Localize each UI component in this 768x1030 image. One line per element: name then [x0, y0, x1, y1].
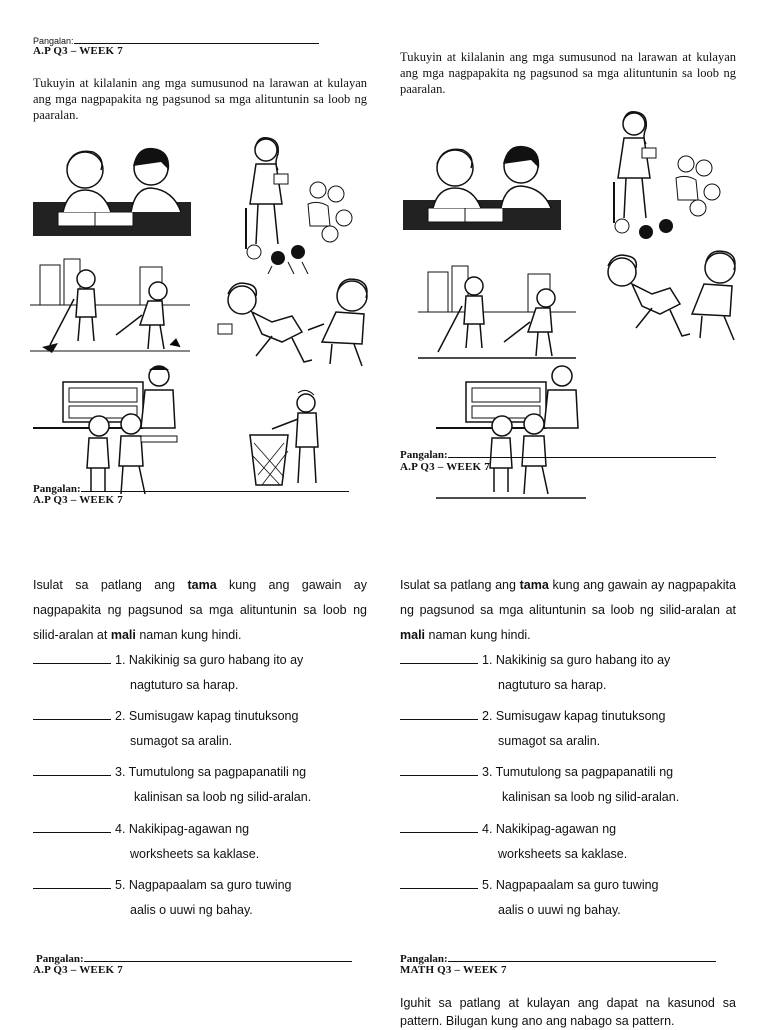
intro-text: Isulat sa patlang ang — [33, 578, 188, 592]
item-text: 2. Sumisugaw kapag tinutuksong — [482, 709, 666, 723]
intro-bold-mali: mali — [400, 628, 426, 642]
answer-blank[interactable] — [33, 876, 111, 889]
right-quiz-list — [400, 648, 736, 929]
answer-blank[interactable] — [33, 763, 111, 776]
quiz-item — [33, 817, 367, 873]
boys-fighting-picture-right — [594, 244, 746, 346]
intro-text: kung ang gawain ay nagpapakita ng pagsunod sa mga alituntunin sa loob ng silid-aralan at — [400, 578, 736, 617]
quiz-item — [33, 873, 367, 929]
left-bottom-header: A.P Q3 – WEEK 7 — [33, 964, 123, 976]
trash-bin-picture — [244, 385, 334, 493]
item-text-cont: aalis o uuwi ng bahay. — [130, 903, 253, 917]
item-text-cont: kalinisan sa loob ng silid-aralan. — [502, 790, 680, 804]
quiz-item — [33, 704, 367, 760]
answer-blank[interactable] — [400, 876, 478, 889]
canteen-picture — [33, 362, 193, 500]
left-footer-name-line — [33, 481, 349, 495]
right-bottom-header: MATH Q3 – WEEK 7 — [400, 964, 507, 976]
item-text: 2. Sumisugaw kapag tinutuksong — [115, 709, 299, 723]
right-quiz-intro — [400, 573, 736, 648]
item-text: 1. Nakikinig sa guro habang ito ay — [482, 653, 671, 667]
name-label: Pangalan: — [36, 953, 84, 965]
item-text-cont: nagtuturo sa harap. — [130, 678, 239, 692]
left-bottom-name-line — [36, 951, 352, 965]
right-bottom-name-line — [400, 951, 716, 965]
left-footer-header: A.P Q3 – WEEK 7 — [33, 494, 123, 506]
intro-text: naman kung hindi. — [135, 628, 242, 642]
name-label: Pangalan: — [400, 449, 448, 461]
answer-blank[interactable] — [400, 651, 478, 664]
answer-blank[interactable] — [400, 707, 478, 720]
item-text: 4. Nakikipag-agawan ng — [115, 822, 250, 836]
teacher-reading-picture-right — [606, 108, 724, 246]
item-text: 5. Nagpapaalam sa guro tuwing — [115, 878, 292, 892]
intro-text: kung ang gawain ay nagpapakita ng pagsunod sa mga alituntunin sa loob ng silid-aralan at — [33, 578, 367, 642]
left-quiz-list — [33, 648, 367, 929]
quiz-item — [400, 760, 736, 817]
intro-text: Isulat sa patlang ang — [400, 578, 520, 592]
item-text: 3. Tumutulong sa pagpapanatili ng — [115, 765, 307, 779]
children-sweeping-picture — [30, 255, 190, 355]
quiz-item — [400, 648, 736, 704]
item-text-cont: nagtuturo sa harap. — [498, 678, 607, 692]
intro-bold-mali: mali — [110, 628, 136, 642]
children-sweeping-picture-right — [418, 262, 576, 360]
quiz-item — [400, 704, 736, 760]
item-text-cont: worksheets sa kaklase. — [130, 847, 260, 861]
right-bottom-instructions: Iguhit sa patlang at kulayan ang dapat na kasunod sa pattern. Bilugan kung ano ang nabago sa pattern. — [400, 996, 736, 1028]
name-label: Pangalan: — [400, 953, 448, 965]
answer-blank[interactable] — [400, 820, 478, 833]
item-text: 1. Nakikinig sa guro habang ito ay — [115, 653, 304, 667]
name-label: Pangalan: — [33, 36, 74, 46]
answer-blank[interactable] — [33, 820, 111, 833]
item-text-cont: kalinisan sa loob ng silid-aralan. — [134, 790, 312, 804]
right-footer-header: A.P Q3 – WEEK 7 — [400, 461, 490, 473]
item-text: 5. Nagpapaalam sa guro tuwing — [482, 878, 659, 892]
item-text-cont: sumagot sa aralin. — [498, 734, 601, 748]
teacher-reading-picture — [238, 134, 356, 274]
intro-text: naman kung hindi. — [425, 628, 531, 642]
boys-fighting-picture — [212, 272, 380, 372]
answer-blank[interactable] — [33, 707, 111, 720]
right-footer-name-line — [400, 447, 716, 461]
students-reading-picture-right — [403, 138, 561, 232]
intro-bold-tama: tama — [187, 578, 217, 592]
item-text-cont: worksheets sa kaklase. — [498, 847, 628, 861]
students-reading-picture — [33, 140, 191, 238]
quiz-item — [400, 817, 736, 873]
item-text: 4. Nakikipag-agawan ng — [482, 822, 617, 836]
name-label: Pangalan: — [33, 483, 81, 495]
item-text: 3. Tumutulong sa pagpapanatili ng — [482, 765, 674, 779]
left-quiz-intro — [33, 573, 367, 648]
item-text-cont: sumagot sa aralin. — [130, 734, 233, 748]
quiz-item — [400, 873, 736, 929]
left-instructions: Tukuyin at kilalanin ang mga sumusunod na larawan at kulayan ang mga nagpapakita ng pagsunod sa mga alituntunin sa loob ng paaralan. — [33, 76, 367, 122]
answer-blank[interactable] — [400, 763, 478, 776]
item-text-cont: aalis o uuwi ng bahay. — [498, 903, 621, 917]
intro-bold-tama: tama — [519, 578, 549, 592]
quiz-item — [33, 648, 367, 704]
canteen-picture-right — [436, 362, 586, 500]
right-instructions: Tukuyin at kilalanin ang mga sumusunod na larawan at kulayan ang mga nagpapakita ng pagsunod sa mga alituntunin sa loob ng paaralan. — [400, 50, 736, 96]
left-header: A.P Q3 – WEEK 7 — [33, 45, 123, 57]
quiz-item — [33, 760, 367, 817]
answer-blank[interactable] — [33, 651, 111, 664]
